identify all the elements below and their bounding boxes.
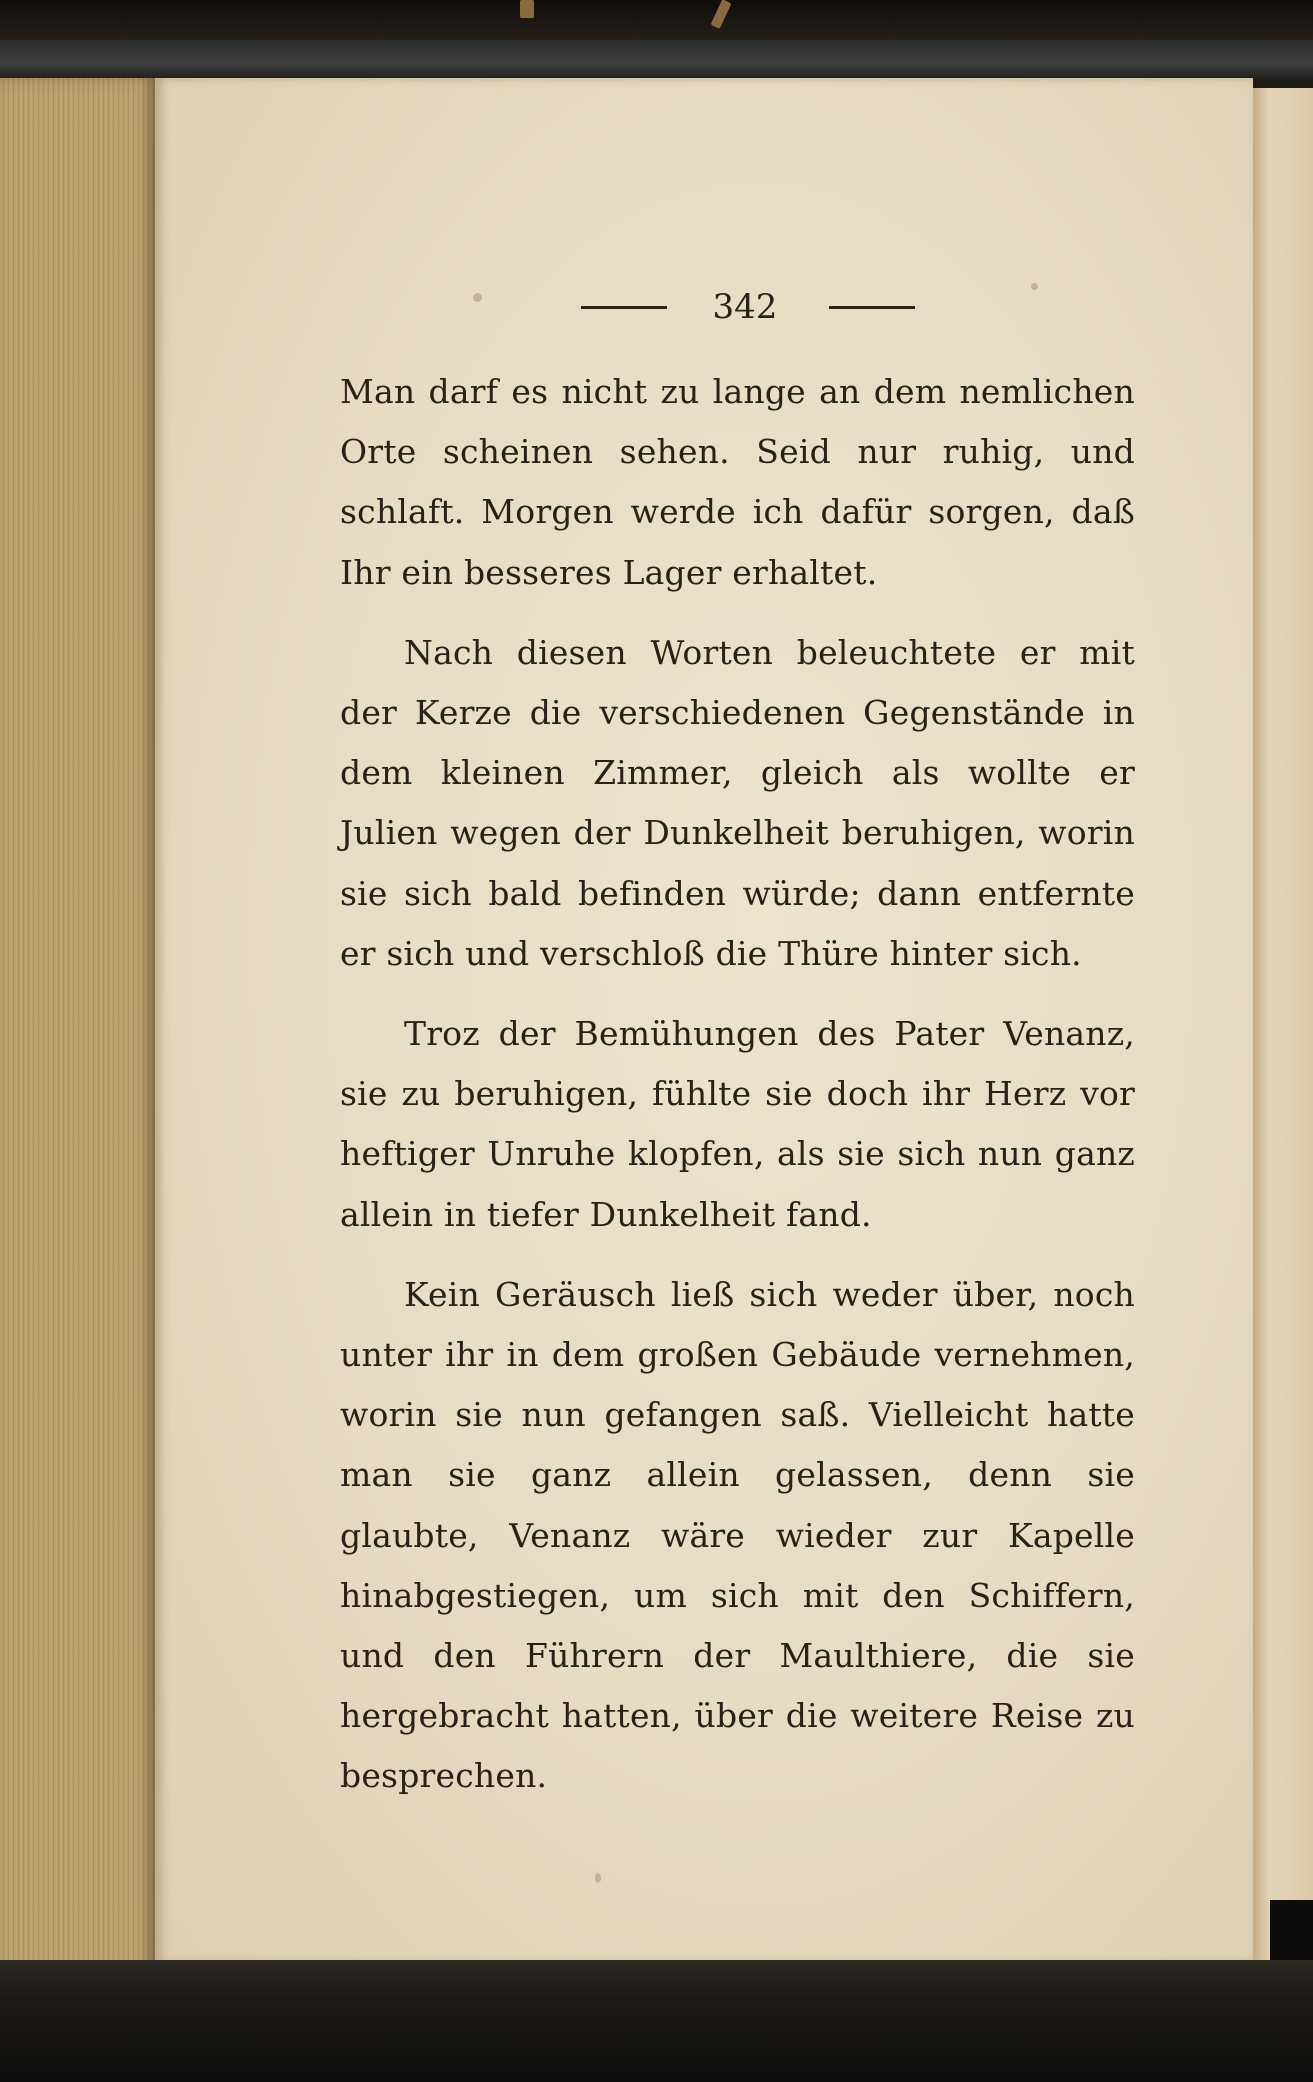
adjacent-page (1247, 88, 1313, 1993)
paragraph: Nach diesen Worten beleuchtete er mit der Kerze die verschiedenen Gegenstände in dem kleinen Zimmer, gleich als wollte er Julien wegen der Dunkelheit beruhigen, worin sie sich bald befinden würde; dann entfernte er sich und verschloß die Thüre hinter sich. (340, 632, 1135, 973)
paper-scrap (711, 0, 732, 29)
page-block-edge (0, 78, 160, 1973)
paper-spot (1031, 283, 1038, 290)
page-body (340, 362, 1135, 1807)
page-header (575, 282, 915, 332)
header-dash-right (829, 306, 915, 309)
paper-spot (595, 1873, 601, 1883)
paragraph: Troz der Bemühungen des Pater Venanz, sie zu beruhigen, fühlte sie doch ihr Herz vor heftiger Unruhe klopfen, als sie sich nun ganz allein in tiefer Dunkelheit fand. (340, 1014, 1135, 1234)
paragraph: Man darf es nicht zu lange an dem nemlichen Orte scheinen sehen. Seid nur ruhig, und schlaft. Morgen werde ich dafür sorgen, daß Ihr ein besseres Lager erhaltet. (340, 372, 1135, 592)
paper-spot (473, 293, 482, 302)
page-number: 342 (712, 287, 778, 327)
paper-scrap (520, 0, 534, 18)
paragraph: Kein Geräusch ließ sich weder über, noch unter ihr in dem großen Gebäude vernehmen, worin sie nun gefangen saß. Vielleicht hatte man sie ganz allein gelassen, denn sie glaubte, Venanz wäre wieder zur Kapelle hinabgestiegen, um sich mit den Schiffern, und den Führern der Maulthiere, die sie hergebracht hatten, über die weitere Reise zu besprechen. (340, 1274, 1135, 1796)
bottom-background (0, 1960, 1313, 2082)
book-cover-top-edge (0, 40, 1313, 80)
